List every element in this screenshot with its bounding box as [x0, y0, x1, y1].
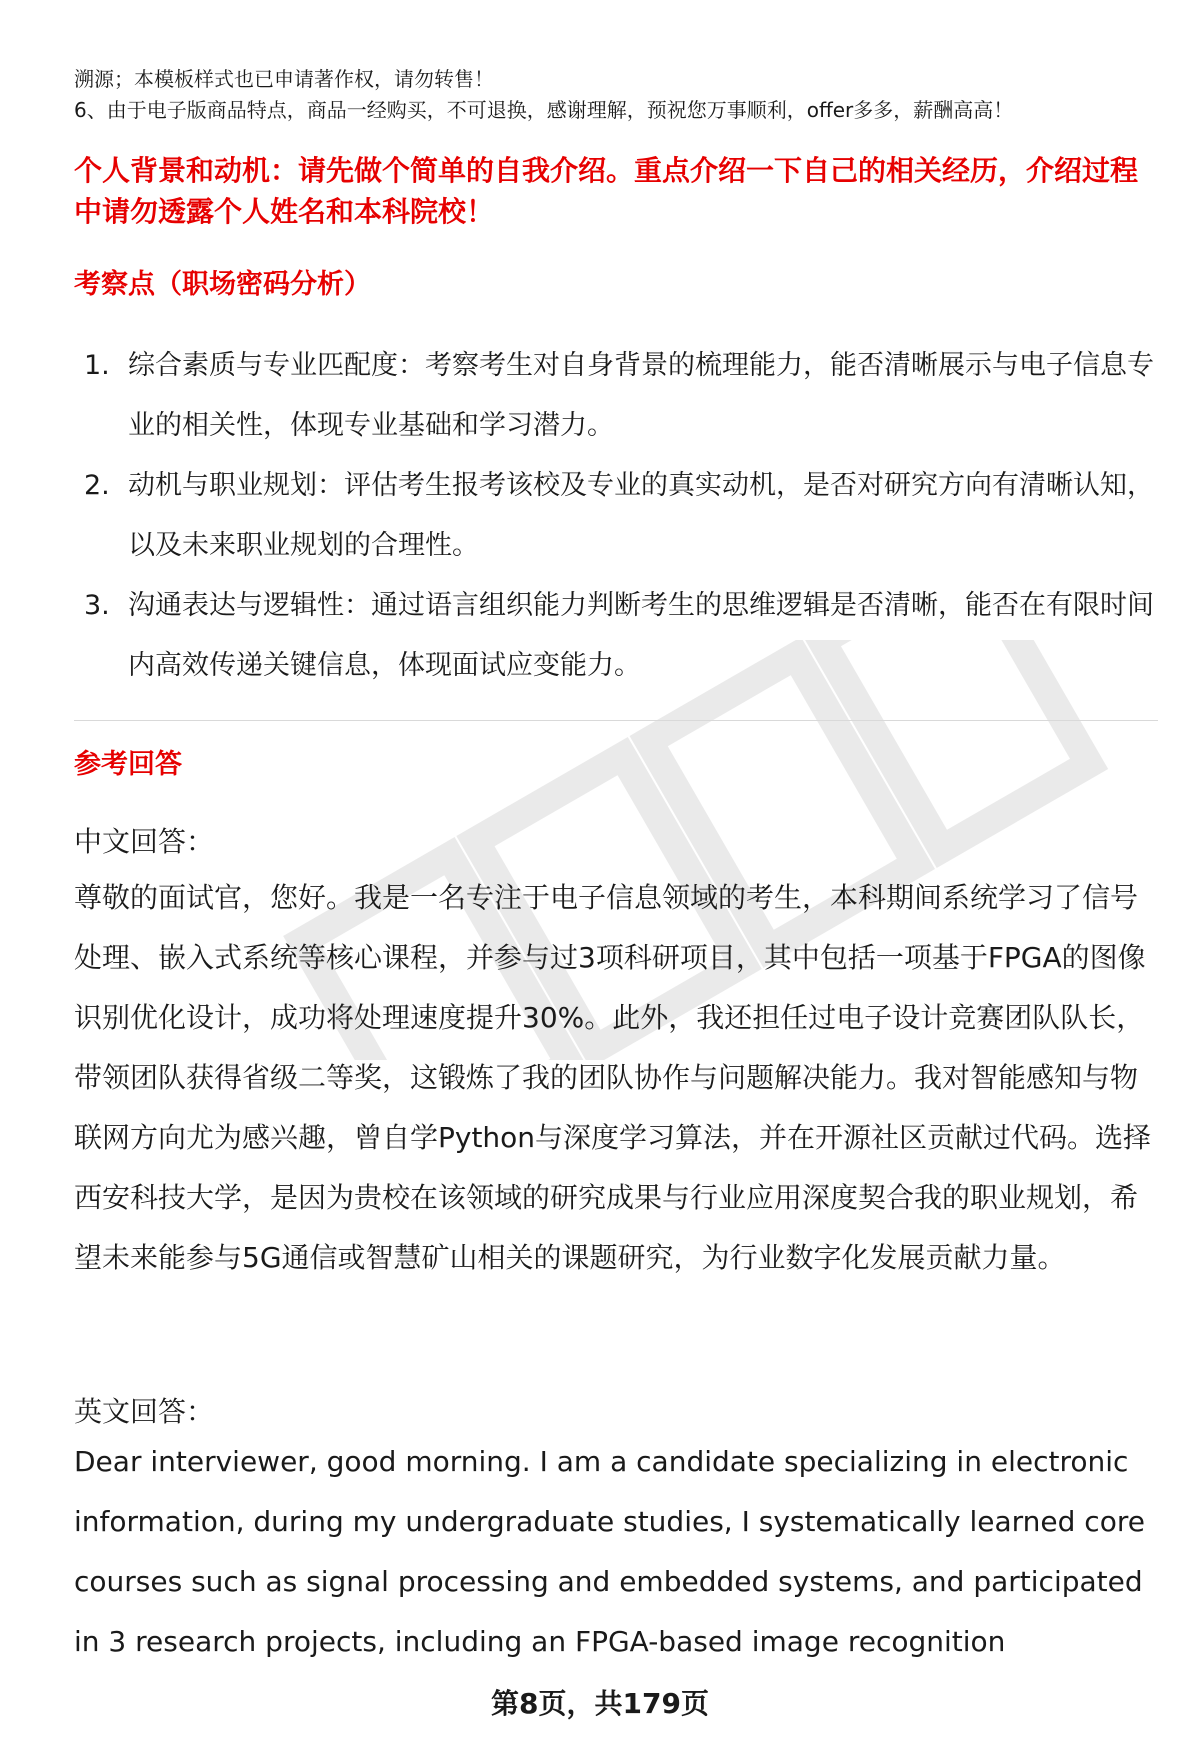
list-item-number: 2. [84, 470, 110, 501]
list-item [84, 336, 1154, 456]
list-item-number: 3. [84, 590, 110, 621]
list-item-number: 1. [84, 350, 110, 381]
chinese-answer-label: 中文回答： [74, 825, 215, 858]
list-item-text: 沟通表达与逻辑性：通过语言组织能力判断考生的思维逻辑是否清晰，能否在有限时间内高效传递关键信息，体现面试应变能力。 [128, 590, 1154, 681]
list-item-text: 动机与职业规划：评估考生报考该校及专业的真实动机，是否对研究方向有清晰认知，以及未来职业规划的合理性。 [128, 470, 1154, 561]
note-line-2: 6、由于电子版商品特点，商品一经购买，不可退换，感谢理解，预祝您万事顺利，offer多多，薪酬高高！ [74, 98, 1014, 122]
english-answer-text: Dear interviewer, good morning. I am a candidate specializing in electronic information, during my undergraduate studies, I systematically learned core courses such as signal processing and embedded systems, and participated in 3 research projects, including an FPGA-based image recognition [74, 1445, 1145, 1658]
page-footer: 第8页，共179页 [491, 1687, 709, 1720]
note-line-1: 溯源；本模板样式也已申请著作权，请勿转售！ [74, 67, 494, 91]
section-divider [74, 720, 1158, 721]
list-item [84, 576, 1154, 696]
interview-question: 个人背景和动机：请先做个简单的自我介绍。重点介绍一下自己的相关经历，介绍过程中请勿透露个人姓名和本科院校！ [74, 154, 1139, 228]
list-item-text: 综合素质与专业匹配度：考察考生对自身背景的梳理能力，能否清晰展示与电子信息专业的相关性，体现专业基础和学习潜力。 [128, 350, 1154, 441]
list-item [84, 456, 1154, 576]
chinese-answer-text: 尊敬的面试官，您好。我是一名专注于电子信息领域的考生，本科期间系统学习了信号处理、嵌入式系统等核心课程，并参与过3项科研项目，其中包括一项基于FPGA的图像识别优化设计，成功将处理速度提升30%。此外，我还担任过电子设计竞赛团队队长，带领团队获得省级二等奖，这锻炼了我的团队协作与问题解决能力。我对智能感知与物联网方向尤为感兴趣，曾自学Python与深度学习算法，并在开源社区贡献过代码。选择西安科技大学，是因为贵校在该领域的研究成果与行业应用深度契合我的职业规划，希望未来能参与5G通信或智慧矿山相关的课题研究，为行业数字化发展贡献力量。 [74, 881, 1152, 1274]
reference-answer-title: 参考回答 [74, 749, 182, 780]
exam-points-title: 考察点（职场密码分析） [74, 269, 371, 300]
english-answer-label: 英文回答： [74, 1395, 215, 1428]
exam-points-list [84, 336, 1154, 696]
top-notes [74, 64, 1154, 126]
